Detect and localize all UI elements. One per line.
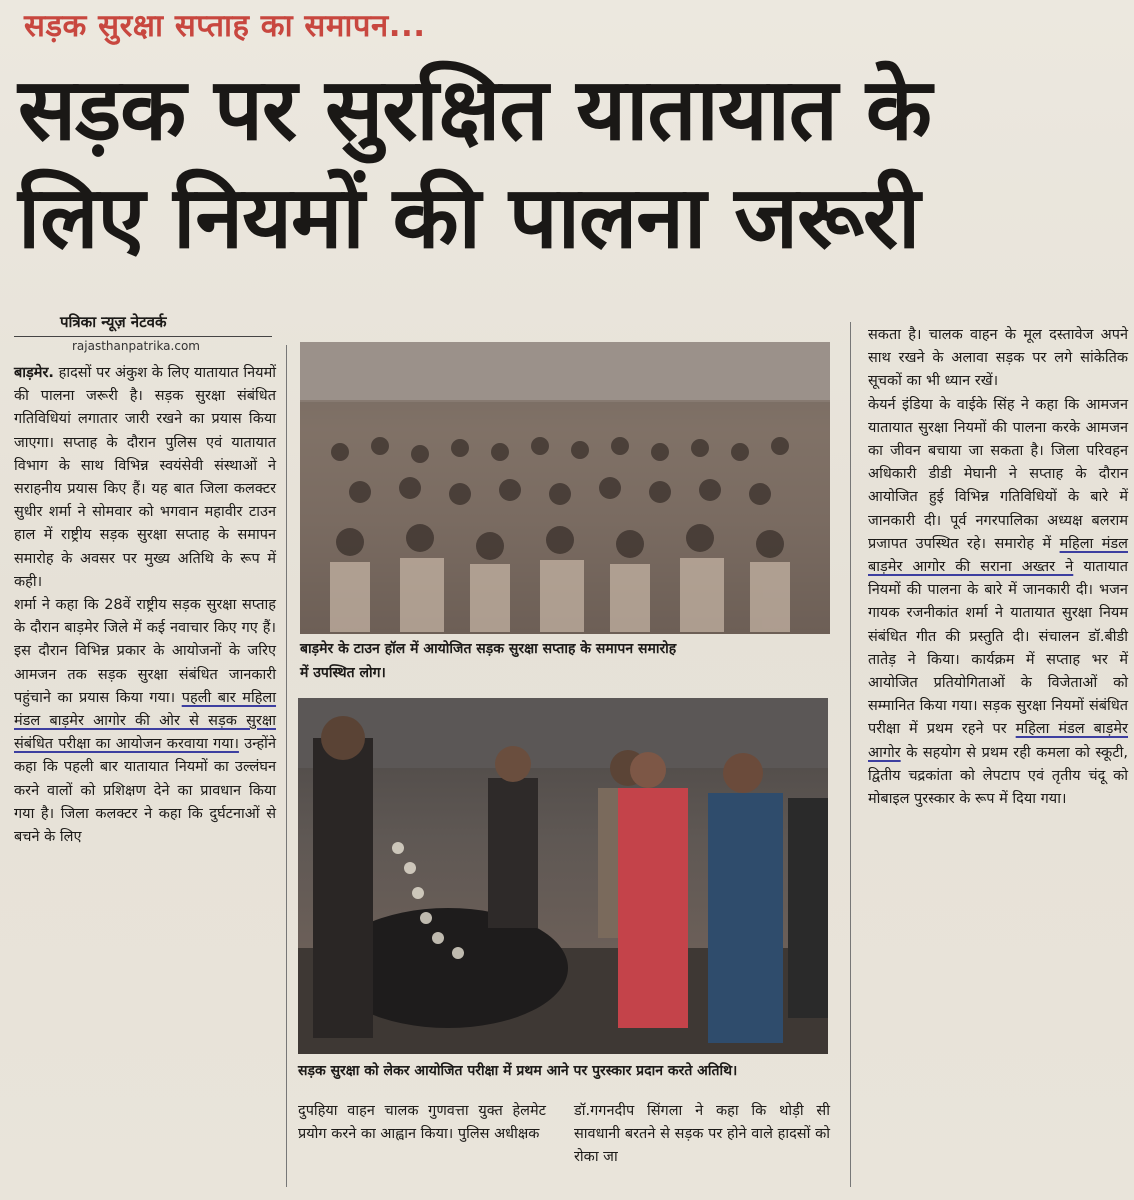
column3-p2-text: केयर्न इंडिया के वाईके सिंह ने कहा कि आमजन यातायात सुरक्षा नियमों की पालना करके आमजन का जीवन बचाया जा सकता है। जिला परिवहन अधिकारी डीडी मेघानी ने सप्ताह के दौरान आयोजित हुई विभिन्न गतिविधियों के बारे में जानकारी दी। पूर्व नगरपालिका अध्यक्ष बलराम प्रजापत उपस्थित रहे। समारोह में (868, 396, 1128, 552)
article-bottom-column-2 (574, 1100, 830, 1170)
photo1-caption-line-2: में उपस्थित लोग। (300, 665, 386, 681)
audience-photo (300, 342, 830, 634)
award-photo (298, 698, 828, 1054)
bottom-col1-text: दुपहिया वाहन चालक गुणवत्ता युक्त हेलमेट प्रयोग करने का आह्वान किया। पुलिस अधीक्षक (298, 1103, 546, 1143)
dateline: बाड़मेर. (14, 365, 54, 381)
column-divider-1 (286, 345, 287, 1187)
website: rajasthanpatrika.com (72, 339, 200, 353)
kicker-heading: सड़क सुरक्षा सप्ताह का समापन... (24, 8, 426, 44)
byline: पत्रिका न्यूज़ नेटवर्क (60, 313, 167, 331)
column1-underlined-text: पहली बार महिला मंडल बाड़मेर आगोर की ओर से सड़क सुरक्षा संबंधित परीक्षा का आयोजन करवाया गया। (14, 689, 277, 753)
article-column-1 (14, 362, 276, 849)
photo1-caption-line-1: बाड़मेर के टाउन हॉल में आयोजित सड़क सुरक्षा सप्ताह के समापन समारोह (300, 641, 677, 657)
column-divider-2 (850, 322, 851, 1187)
award-photo-graphic (298, 698, 828, 1054)
audience-photo-graphic (300, 342, 830, 634)
article-column-3 (868, 324, 1128, 811)
column3-underlined-text-1: महिला मंडल बाड़मेर आगोर की सराना अख्तर ने (868, 535, 1128, 576)
column3-paragraph-2 (868, 394, 1128, 812)
headline-line-1: सड़क पर सुरक्षित यातायात के (18, 60, 931, 160)
column1-p2-text: शर्मा ने कहा कि 28वें राष्ट्रीय सड़क सुरक्षा सप्ताह के दौरान बाड़मेर जिले में कई नवाचार किए गए हैं। इस दौरान विभिन्न प्रकार के आयोजनों के जरिए आमजन तक सड़क सुरक्षा संबंधित जानकारी पहुंचाने का प्रयास किया गया। (14, 597, 276, 706)
column3-underlined-text-2: महिला मंडल बाड़मेर आगोर (868, 721, 1128, 761)
byline-rule (14, 336, 272, 337)
column1-paragraph-2 (14, 594, 276, 849)
bottom-col2-text: डॉ.गगनदीप सिंगला ने कहा कि थोड़ी सी सावधानी बरतने से सड़क पर होने वाले हादसों को रोका जा (574, 1103, 830, 1166)
column1-p2-end-text: उन्होंने कहा कि पहली बार यातायात नियमों का उल्लंघन करने वालों को प्रशिक्षण देने का प्रावधान किया गया है। जिला कलक्टर ने कहा कि दुर्घटनाओं से बचने के लिए (14, 736, 276, 846)
column3-p2-end-text: यातायात नियमों की पालना के बारे में जानकारी दी। भजन गायक रजनीकांत शर्मा ने यातायात सुरक्षा नियम संबंधित गीत की प्रस्तुति दी। संचालन डॉ.बीडी तातेड़ ने किया। कार्यक्रम में सप्ताह भर में आयोजित प्रतियोगिताओं के विजेताओं को सम्मानित किया गया। सड़क सुरक्षा नियमों संबंधित परीक्षा में प्रथम रहने पर (868, 559, 1129, 738)
photo2-caption: सड़क सुरक्षा को लेकर आयोजित परीक्षा में प्रथम आने पर पुरस्कार प्रदान करते अतिथि। (298, 1063, 738, 1079)
headline-line-2: लिए नियमों की पालना जरूरी (18, 168, 920, 268)
column1-p1-text: हादसों पर अंकुश के लिए यातायात नियमों की पालना जरूरी है। सड़क सुरक्षा संबंधित गतिविधियां लगातार जारी रखने का प्रयास किया जाएगा। सप्ताह के दौरान पुलिस एवं यातायात विभाग के साथ विभिन्न स्वयंसेवी संस्थाओं ने सराहनीय प्रयास किए हैं। यह बात जिला कलक्टर सुधीर शर्मा ने सोमवार को भगवान महावीर टाउन हाल में राष्ट्रीय सड़क सुरक्षा सप्ताह के समापन समारोह के अवसर पर मुख्य अतिथि के रूप में कही। (14, 365, 276, 590)
article-bottom-column-1 (298, 1100, 546, 1146)
column1-paragraph-1 (14, 362, 276, 594)
column3-p3-end-text: के सहयोग से प्रथम रही कमला को स्कूटी, द्वितीय चद्रकांता को लेपटाप एवं तृतीय चंदू को मोबाइल पुरस्कार के रूप में दिया गया। (868, 744, 1128, 808)
column3-p1-text: सकता है। चालक वाहन के मूल दस्तावेज अपने साथ रखने के अलावा सड़क पर लगे सांकेतिक सूचकों का भी ध्यान रखें। (868, 327, 1128, 390)
